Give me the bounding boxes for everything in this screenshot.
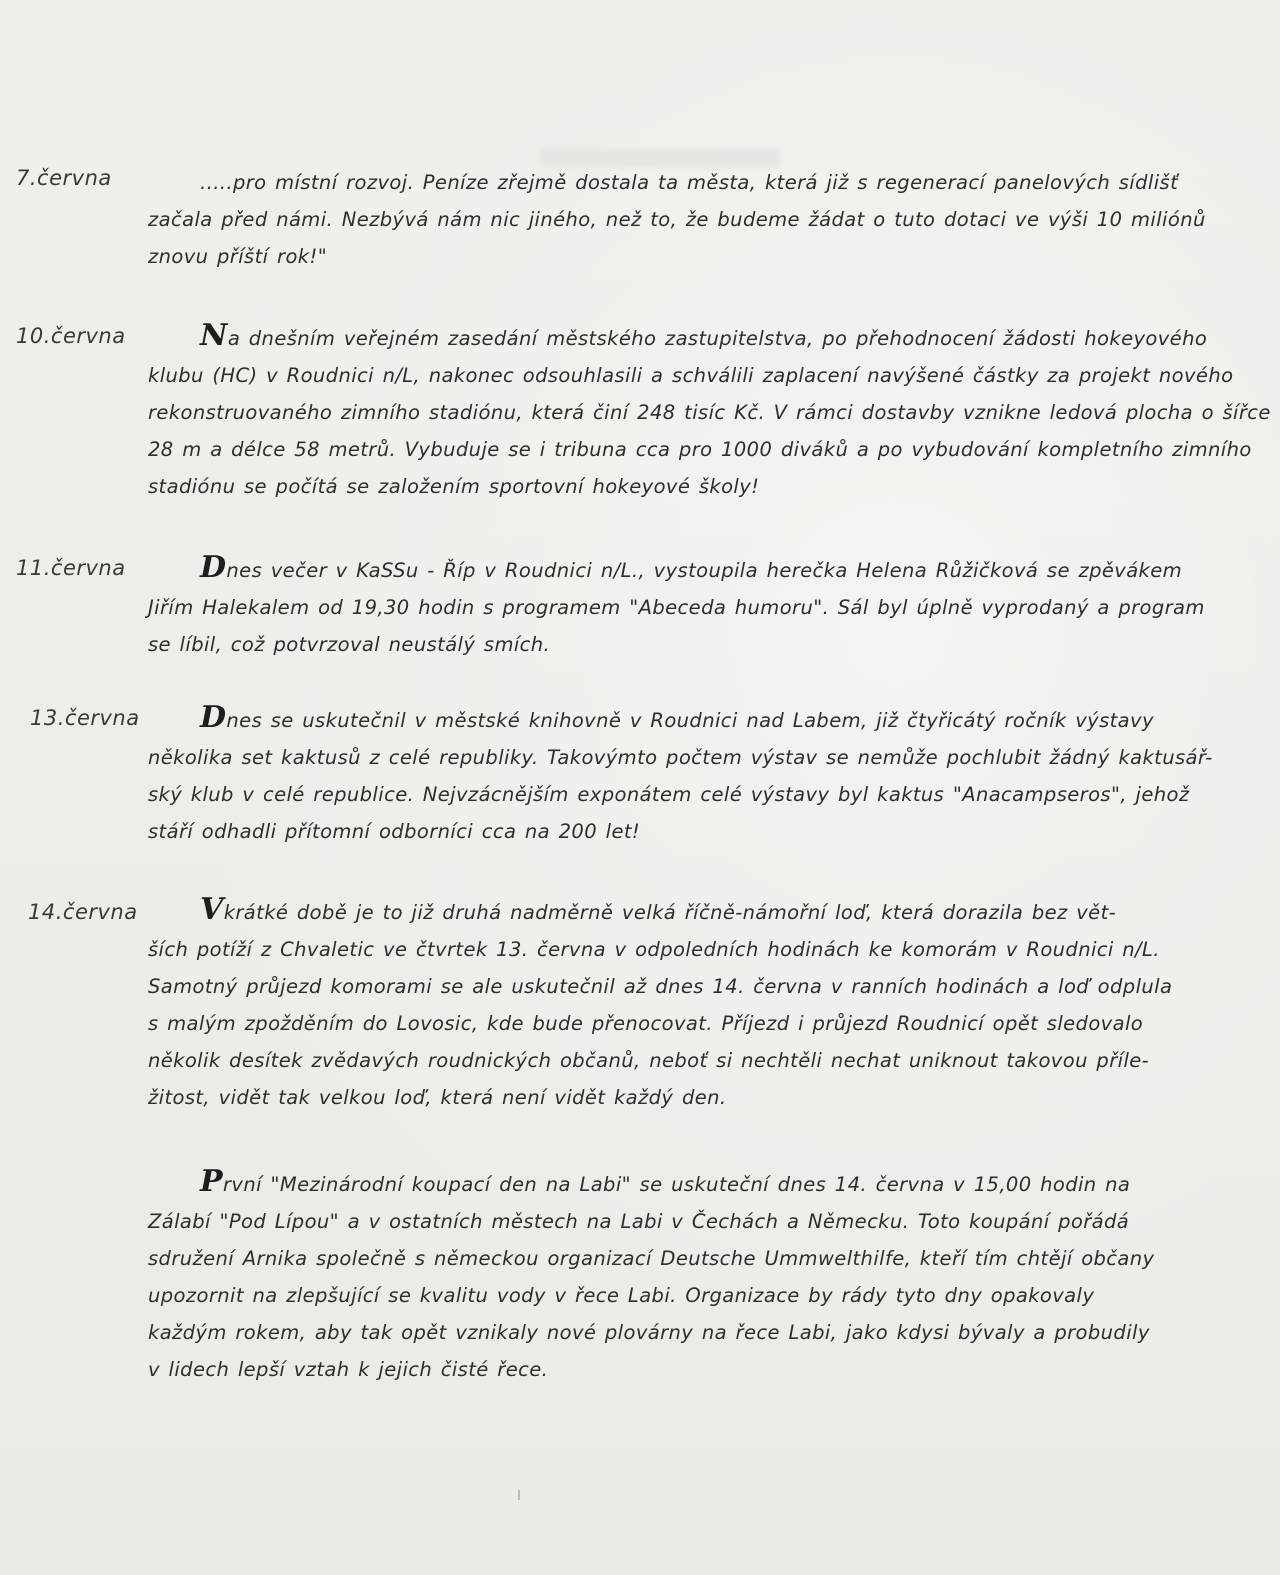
initial-letter: N [200,318,228,353]
entry-date: 14.června [28,900,138,924]
entry-date: 10.června [16,324,126,348]
text-line: Zálabí "Pod Lípou" a v ostatních městech na Labi v Čechách a Německu. Toto koupání pořádá [148,1210,1130,1233]
entry-text [148,164,1210,275]
text-line: nes večer v KaSSu - Říp v Roudnici n/L., vystoupila herečka Helena Růžičková se zpěvákem [226,559,1183,582]
text-line: upozornit na zlepšující se kvalitu vody v řece Labi. Organizace by rády tyto dny opakovaly [148,1284,1095,1307]
text-line: ský klub v celé republice. Nejvzácnějším exponátem celé výstavy byl kaktus "Anacampseros", jehož [148,783,1190,806]
entry-date: 13.června [30,706,140,730]
text-line: sdružení Arnika společně s německou organizací Deutsche Ummwelthilfe, kteří tím chtějí občany [148,1247,1155,1270]
entry-text [148,552,1210,663]
text-line: se líbil, což potvrzoval neustálý smích. [148,633,551,656]
text-line: .....pro místní rozvoj. Peníze zřejmě dostala ta města, která již s regenerací panelových sídlišť [200,171,1179,194]
text-line: klubu (HC) v Roudnici n/L, nakonec odsouhlasili a schválili zaplacení navýšené částky za projekt nového [148,364,1234,387]
initial-letter: D [200,700,227,735]
entry-text [148,1166,1210,1388]
text-line: znovu příští rok!" [148,245,328,268]
text-line: několik desítek zvědavých roudnických občanů, neboť si nechtěli nechat uniknout takovou příle- [148,1049,1150,1072]
entry-date: 7.června [16,166,112,190]
text-line-first [148,894,1210,931]
text-line: žitost, vidět tak velkou loď, která není vidět každý den. [148,1086,727,1109]
entry-text [148,318,1271,505]
text-line: rvní "Mezinárodní koupací den na Labi" se uskuteční dnes 14. června v 15,00 hodin na [222,1173,1131,1196]
text-line: stáří odhadli přítomní odborníci cca na 200 let! [148,820,641,843]
text-line: s malým zpožděním do Lovosic, kde bude přenocovat. Příjezd i průjezd Roudnicí opět sledovalo [148,1012,1144,1035]
initial-letter: V [200,892,224,927]
text-line: Samotný průjezd komorami se ale uskutečnil až dnes 14. června v ranních hodinách a loď odplula [148,975,1173,998]
text-line: krátké době je to již druhá nadměrně velká říčně-námořní loď, která dorazila bez vět- [223,901,1117,924]
paper-speck [518,1490,520,1500]
text-line: nes se uskutečnil v městské knihovně v Roudnici nad Labem, již čtyřicátý ročník výstavy [226,709,1154,732]
text-line-first [148,552,1210,589]
text-line: každým rokem, aby tak opět vznikaly nové plovárny na řece Labi, jako kdysi bývaly a probudily [148,1321,1150,1344]
entry-text [148,894,1210,1116]
entry-text [148,700,1213,850]
entry-date: 11.června [16,556,126,580]
text-line: začala před námi. Nezbývá nám nic jiného, než to, že budeme žádat o tuto dotaci ve výši 10 miliónů [148,208,1206,231]
text-line: 28 m a délce 58 metrů. Vybuduje se i tribuna cca pro 1000 diváků a po vybudování kompletního zimního [148,438,1252,461]
text-line: v lidech lepší vztah k jejich čisté řece. [148,1358,549,1381]
text-line: a dnešním veřejném zasedání městského zastupitelstva, po přehodnocení žádosti hokeyového [227,327,1208,350]
text-line: ších potíží z Chvaletic ve čtvrtek 13. června v odpoledních hodinách ke komorám v Roudnici n/L. [148,938,1160,961]
text-line-first [148,1166,1210,1203]
text-line: rekonstruovaného zimního stadiónu, která činí 248 tisíc Kč. V rámci dostavby vznikne ledová plocha o šířce [148,401,1271,424]
text-line: stadiónu se počítá se založením sportovní hokeyové školy! [148,475,760,498]
text-line-first [148,702,1210,739]
text-line: Jiřím Halekalem od 19,30 hodin s programem "Abeceda humoru". Sál byl úplně vyprodaný a program [148,596,1205,619]
initial-letter: P [200,1164,223,1199]
initial-letter: D [200,550,227,585]
text-line: několika set kaktusů z celé republiky. Takovýmto počtem výstav se nemůže pochlubit žádný kaktusář- [148,746,1213,769]
text-line-first [148,320,1210,357]
